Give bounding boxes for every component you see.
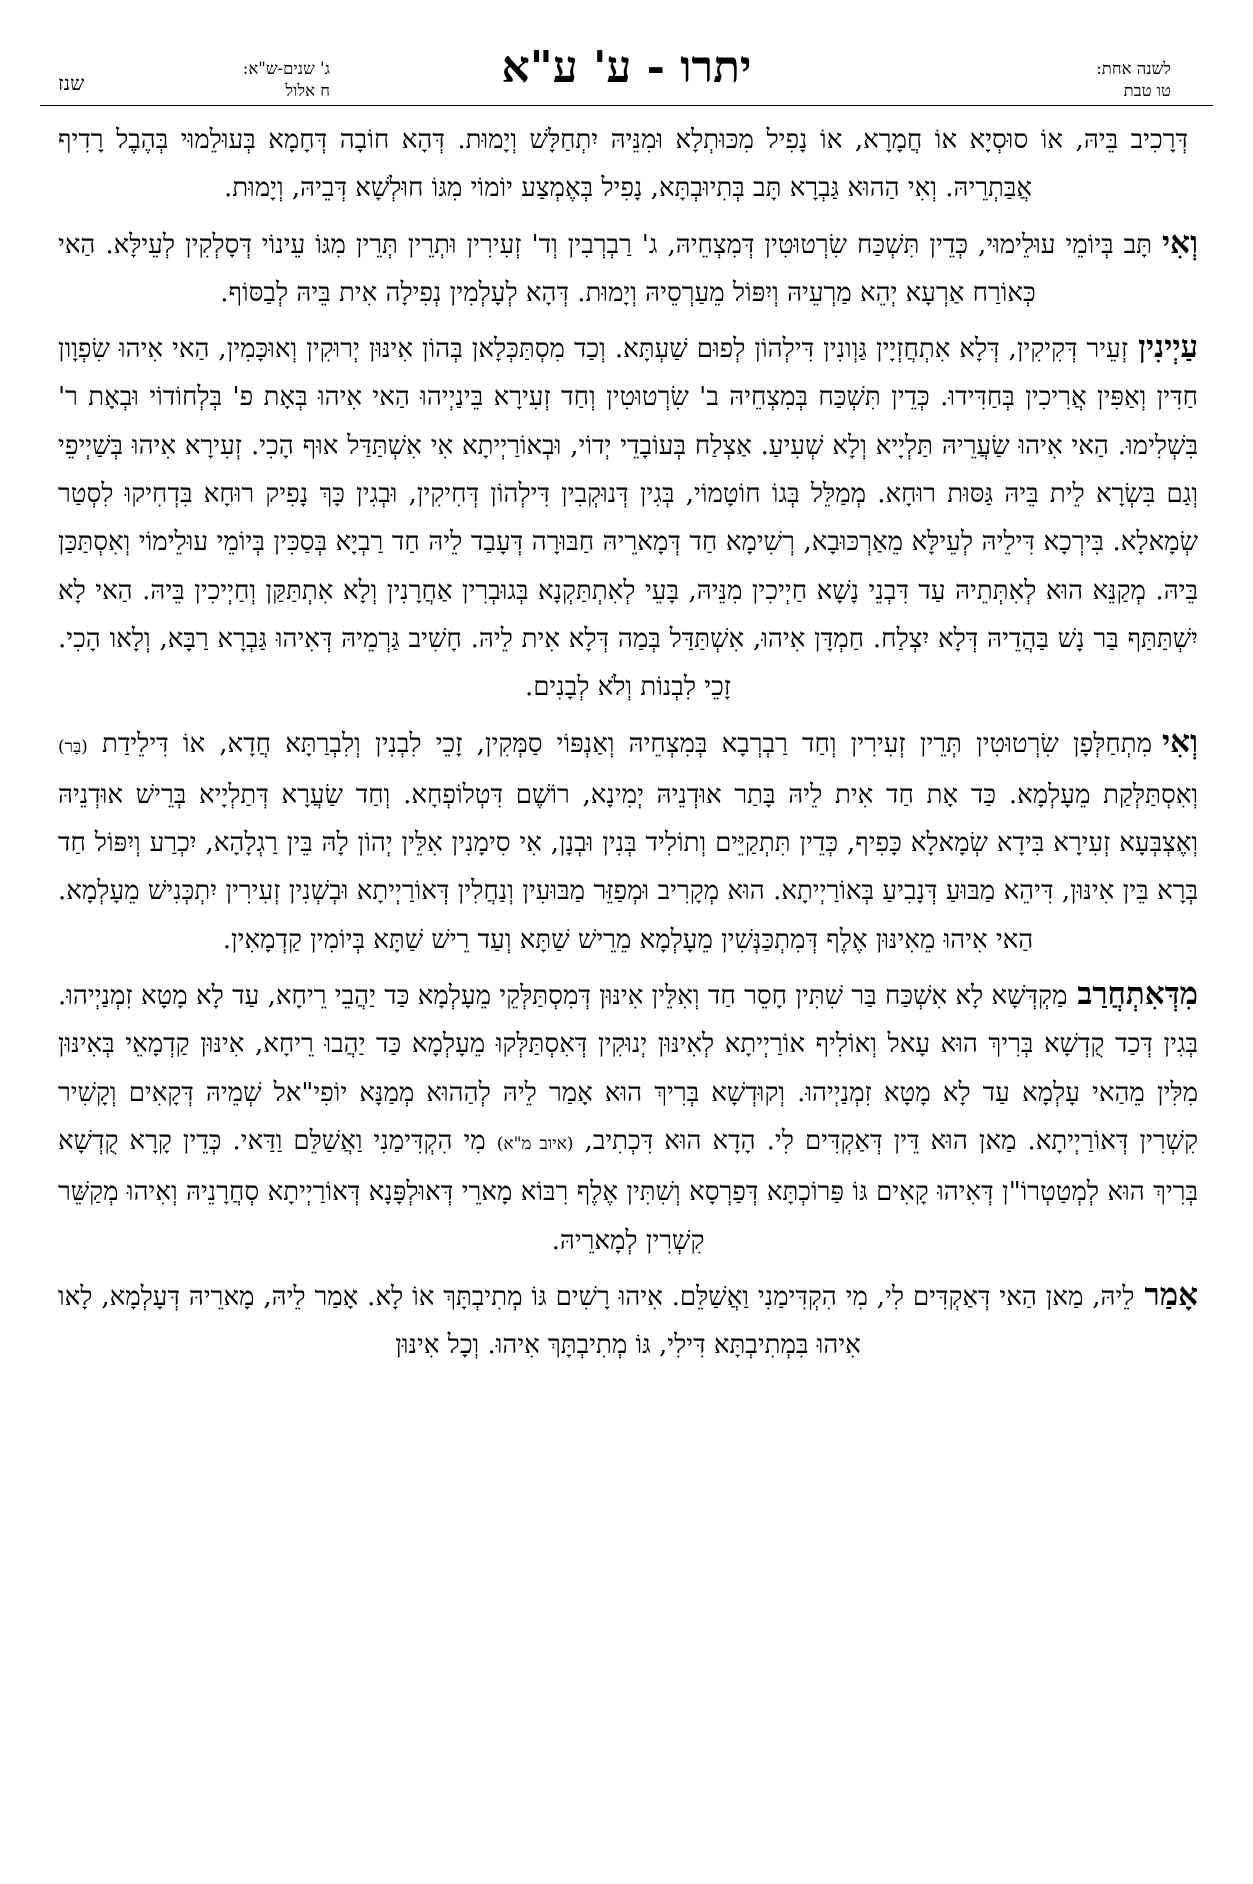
paragraph-6: [58, 1271, 1198, 1370]
opening-word: וְאִי: [1162, 224, 1198, 261]
header-left-dates: [140, 58, 330, 102]
header-left-line2: ח אלול: [285, 81, 330, 100]
paragraph-text: דְּרָכִיב בֵּיהּ, אוֹ סוּסְיָא אוֹ חֲמָרָא, אוֹ נָפִיל מִכּוּתְלָא וּמִנֵּיהּ יִתְחַלָּשׁ וְיָמוּת. דְּהָא חוֹבָה דְּחָמָא בְּעוּלֵמוּי בְּהֶבֶל רָדִיף אֲבַּתְרֵיהּ. וְאִי הַהוּא גַּבְרָא תָּב בְּתִיוּבְתָּא, נָפִיל בְּאֶמְצַע יוֹמוֹי מִגּוֹ חוּלְשָׁא דְּבֵיהּ, וְיָמוּת.: [58, 125, 1188, 204]
opening-word: עַיְינִין: [1138, 329, 1198, 366]
source-reference: (איוב מ"א): [496, 1133, 574, 1154]
paragraph-2: [58, 219, 1198, 318]
paragraph-4: [58, 718, 1198, 964]
header-right-line2: טו טבת: [1123, 81, 1171, 100]
paragraph-5: [58, 970, 1198, 1265]
paragraph-text: מַקְדְּשָׁא לָא אִשְׁכַּח בַּר שִׁתִּין חָסֵר חַד וְאִלֵּין אִינּוּן דְּמִסְתַּלְּקֵי מֵעָלְמָא כַּד יַהֲבֵי רֵיחָא, עַד לָא מָטָא זִמְנַיְיהוּ. בְּגִין דְּכַד קֻדְשָׁא בְּרִיךְ הוּא עָאל וְאוֹלִיף אוֹרַיְיתָא לְאִינּוּן יְנוּקִין דְּאִסְתַּלְּקוּ מֵעָלְמָא כַּד יַהֲבוּ רֵיחָא, אִינּוּן קַדְמָאֵי בְּאִינּוּן מִלִּין מֵהַאי עָלְמָא עַד לָא מָטָא זִמְנַיְיהוּ. וְקוּדְשָׁא בְּרִיךְ הוּא אָמַר לֵיהּ לְהַהוּא מְמַנָּא יוֹפִי"אל שְׁמֵיהּ דְּקָאִים וְקָשִׁיר קִשְׁרִין דְּאוֹרַיְיתָא. מַאן הוּא דֵּין דְּאַקְדִּים לִי. הָדָא הוּא דִּכְתִיב, (איוב מ"א) מִי הִקְדִּימַנִי וַאֲשַׁלֵּם וַדַּאי. כְּדֵין קָרָא קֻדְשָׁא בְּרִיךְ הוּא לְמְטַטְרוֹ"ן דְּאִיהוּ קָאִים גּוֹ פַּרוֹכְתָּא דְּפַרְסָא וְשִׁתִּין אֶלֶף רִבּוֹא מָארֵי דְּאוּלְפָּנָא דְּאוֹרַיְיתָא סְחֲרָנֵיהּ וְאִיהוּ מְקַשֵּׁר קִשְׁרִין לְמָארֵיהּ.: [58, 981, 1198, 1256]
paragraph-1: [58, 114, 1198, 213]
page-number: שנז: [58, 71, 85, 95]
source-reference: (בַּר): [58, 736, 88, 757]
paragraph-text: זְעֵיר דְּקִיקִין, דְּלָא אִתְחֲזְיָין גַּוְונִין דִּילְהוֹן לְפוּם שַׁעְתָּא. וְכַד מִסְתַּכְּלָאן בְּהוֹן אִינּוּן יְרוּקִין וְאוּכָּמִין, הַאי אִיהוּ שִׂפְוָון חַדִּין וְאַפִּין אֲרִיכִין בְּחַדִּידוּ. כְּדֵין תִּשְׁכַּח בְּמִצְחֵיהּ ב' שִׂרְטוּטִין וְחַד זְעִירָא בֵּינַיְיהוּ הַאי אִיהוּ בְּאָת פ' בְּלְחוֹדוֹי וּבְאָת ר' בִּשְׁלִימוּ. הַאי אִיהוּ שַׂעֲרֵיהּ תַּלְיָיא וְלָא שְׁעִיעַ. אַצְלַח בְּעוֹבָדֵי יְדוֹי, וּבְאוֹרַיְיתָא אִי אִשְׁתַּדַּל אוּף הָכִי. זְעִירָא אִיהוּ בְּשַׁיְיפֵי וְגַם בִּשְׂרָא לֵית בֵּיהּ גַּסּוּת רוּחָא. מְמַלֵּל בְּגוֹ חוֹטָמוֹי, בְּגִין דְּנוּקְבִין דִּילְהוֹן דְּחִיקִין, וּבְגִין כָּךְ נָפִיק רוּחָא בִּדְחִיקוּ לִסְטַר שְׂמָאלָא. בִּירְכָא דִּילֵיהּ לְעֵילָּא מֵאַרְכּוּבָא, רְשִׁימָא חַד דְּמָארֵיהּ חַבּוּרָה דְּעָבַד לֵיהּ חַד רַבְיָא בְּסַכִּין בְּיוֹמֵי עוּלֵימוֹי וְאִסְתַּכַּן בֵּיהּ. מְקַנֵּא הוּא לְאִתְּתֵיהּ עַד דִּבְנֵי נָשָׁא חַיְיכִין מִנֵּיהּ, בָּעֵי לְאִתְתַּקְנָא בְּגוּבְרִין אַחֲרָנִין וְלָא אִתְתַּקַּן וְחַיְיכִין בֵּיהּ. הַאי לָא יִשְׁתַּתַּף בַּר נָשׁ בַּהֲדֵיהּ דְּלָא יִצְלַח. חַמְדָּן אִיהוּ, אִשְׁתַּדַּל בְּמַה דְּלָא אִית לֵיהּ. חָשִׁיב גַּרְמֵיהּ דְּאִיהוּ גַּבְרָא רַבָּא, וְלָאו הָכִי. זָכֵי לִבְנוֹת וְלֹא לְבָנִים.: [58, 334, 1198, 703]
paragraph-text: תָּב בְּיוֹמֵי עוּלֵימוּי, כְּדֵין תִּשְׁכַּח שִׂרְטוּטִין דְּמִצְחֵיהּ, ג' רַבְרְבִין וְד' זְעִירִין וּתְרֵין תְּרֵין מִגּוֹ עֵינוֹי דְּסָלְקִין לְעֵילָּא. הַאי כְּאוֹרַח אַרְעָא יְהֵא מַרְעֵיהּ וְיִפּוֹל מֵעַרְסֵיהּ וְיָמוּת. דְּהָא לְעָלְמִין נְפִילָה אִית בֵּיהּ לְבַסּוֹף.: [58, 229, 1153, 308]
paragraph-3: [58, 323, 1198, 711]
paragraph-text: לֵיהּ, מַאן הַאי דְּאַקְדִּים לִי, מִי הִקְדִּימַנִי וַאֲשַׁלֵּם. אִיהוּ רָשִׁים גּוֹ מְתִיבְתָּךְ אוֹ לָא. אָמַר לֵיהּ, מָארֵיהּ דְּעָלְמָא, לָאו אִיהוּ בִּמְתִיבְתָּא דִּילִי, גּוֹ מְתִיבְתָּךְ אִיהוּ. וְכָל אִינּוּן: [58, 1281, 1135, 1361]
page-title: יתרו - ע' ע"א: [501, 42, 752, 93]
header-right-line1: לשנה אחת:: [1096, 59, 1171, 78]
opening-word: וְאִי: [1162, 723, 1198, 760]
main-text: [58, 114, 1198, 1369]
paragraph-text: מִתְחַלְּפָן שִׂרְטוּטִין תְּרֵין זְעִירִין וְחַד רַבְרְבָא בְּמִצְחֵיהּ וְאַנְפּוֹי סַמְּקִין, זָכֵי לִבְנִין וְלִבְרַתָּא חֲדָא, אוֹ דִּילֵידַת (בַּר) וְאִסְתַּלְּקַת מֵעָלְמָא. כַּד אָת חַד אִית לֵיהּ בָּתַר אוּדְנֵיהּ יְמִינָא, רוֹשֶׁם דִּטְלוֹפְחָא. וְחַד שַׂעֲרָא דְּתַלְיָיא בְּרֵישׁ אוּדְנֵיהּ וְאֶצְבְּעָא זְעִירָא בִּידָא שְׂמָאלָא כָּפִיף, כְּדֵין תִּתְקַיֵּים וְתוֹלִיד בְּנִין וּבְנָן, אִי סִימָנִין אִלֵּין יְהוֹן לָהּ בֵּין רַגְלָהָא, יִכְרַע וְיִפּוֹל חַד בְּרָא בֵּין אִינּוּן, דִּיהֵא מַבּוּעַ דְּנָבִיעַ בְּאוֹרַיְיתָא. הוּא מְקָרִיב וּמְפַזֵּר מַבּוּעִין וְנַחֲלִין דְּאוֹרַיְיתָא וּבְשְׁנִין זְעִירִין יִתְכְּנִישׁ מֵעָלְמָא. הַאי אִיהוּ מֵאִינּוּן אֶלֶף דְּמִתְכַּנְּשִׁין מֵעָלְמָא מֵרֵישׁ שַׁתָּא וְעַד רֵישׁ שַׁתָּא בְּיוֹמִין קַדְמָאִין.: [58, 728, 1198, 955]
opening-word: מִדְּאִתְחֲרַב: [1077, 976, 1198, 1013]
header-left-line1: ג' שנים-ש"א:: [242, 59, 330, 78]
header-divider: [40, 105, 1213, 106]
opening-word: אָמַר: [1144, 1276, 1198, 1313]
